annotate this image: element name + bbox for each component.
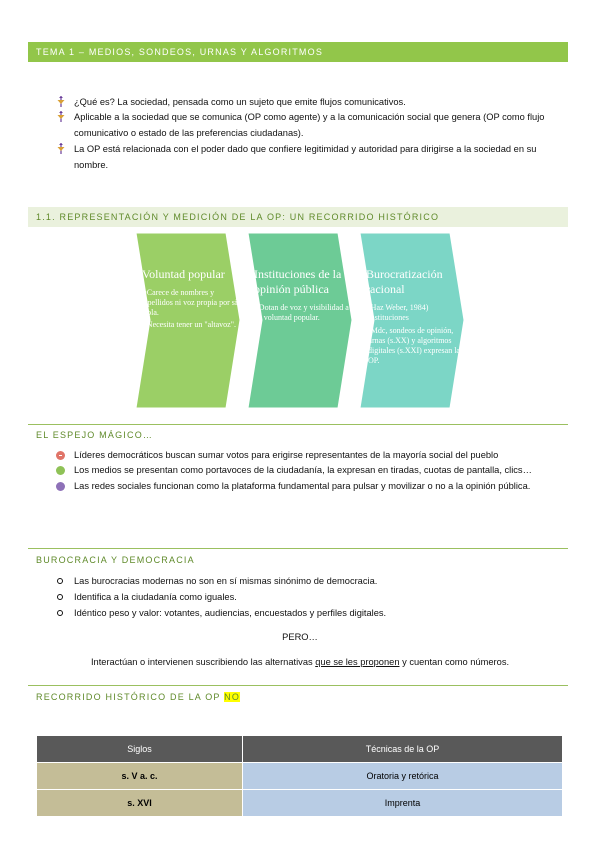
- process-step-title: Voluntad popular: [142, 267, 225, 281]
- highlighted-text: NO: [224, 692, 241, 702]
- process-step: [254, 267, 350, 323]
- process-diagram: [136, 233, 466, 408]
- section-heading: 1.1. REPRESENTACIÓN Y MEDICIÓN DE LA OP: UN RECORRIDO HISTÓRICO: [28, 207, 568, 227]
- espejo-item: Líderes democráticos buscan sumar votos para erigirse representantes de la mayoría social del pueblo: [74, 450, 499, 460]
- table-header-cell: Técnicas de la OP: [243, 736, 563, 763]
- section-heading-text: RECORRIDO HISTÓRICO DE LA OP: [36, 692, 221, 702]
- process-step-text: •Mdc, sondeos de opinión, urnas (s.XX) y algoritmos digitales (s.XXI) expresan la OP.: [368, 326, 460, 365]
- burocracia-item: Las burocracias modernas no son en sí mismas sinónimo de democracia.: [74, 576, 378, 586]
- history-table: [36, 735, 563, 817]
- pushpin-icon: [56, 110, 66, 124]
- section-heading: EL ESPEJO MÁGICO…: [36, 430, 154, 440]
- intro-item: Aplicable a la sociedad que se comunica (OP como agente) y a la comunicación social que genera (OP como flujo comunicativo o estado de las preferencias ciudadanas).: [74, 112, 545, 138]
- bullet-dot-icon: [56, 466, 65, 475]
- process-step-text: •Dotan de voz y visibilidad a la voluntad popular.: [256, 303, 349, 322]
- section-heading: BUROCRACIA Y DEMOCRACIA: [36, 555, 195, 565]
- process-step-title: Instituciones de la opinión pública: [254, 267, 342, 296]
- section-rule: [28, 685, 568, 686]
- bullet-circle-icon: [57, 594, 63, 600]
- table-cell: s. V a. c.: [37, 763, 243, 790]
- bullet-dot-icon: [56, 482, 65, 491]
- process-step: [142, 267, 238, 330]
- process-step: [366, 267, 462, 366]
- burocracia-item: Identifica a la ciudadanía como iguales.: [74, 592, 237, 602]
- espejo-item: Las redes sociales funcionan como la plataforma fundamental para pulsar y movilizar o no a la opinión pública.: [74, 481, 531, 491]
- table-cell: Oratoria y retórica: [243, 763, 563, 790]
- bullet-circle-icon: [57, 610, 63, 616]
- pushpin-icon: [56, 95, 66, 109]
- table-cell: s. XVI: [37, 790, 243, 817]
- burocracia-item: Idéntico peso y valor: votantes, audiencias, encuestados y perfiles digitales.: [74, 608, 387, 618]
- intro-item: ¿Qué es? La sociedad, pensada como un sujeto que emite flujos comunicativos.: [74, 97, 406, 107]
- section-rule: [28, 548, 568, 549]
- bullet-circle-icon: [57, 578, 63, 584]
- table-cell: Imprenta: [243, 790, 563, 817]
- closing-underlined-text: que se les proponen: [315, 657, 400, 667]
- process-step-text: •Carece de nombres y apellidos ni voz propia por sí sola.: [144, 288, 238, 317]
- intro-item: La OP está relacionada con el poder dado que confiere legitimidad y autoridad para dirigirse a la sociedad en su nombre.: [74, 144, 537, 170]
- table-header-row: [37, 736, 563, 763]
- section-rule: [28, 424, 568, 425]
- process-step-text: (Haz Weber, 1984) Instituciones: [368, 303, 429, 322]
- pushpin-icon: [56, 142, 66, 156]
- section-heading: [36, 692, 240, 702]
- closing-paragraph: [0, 657, 600, 667]
- table-header-cell: Siglos: [37, 736, 243, 763]
- closing-text: Interactúan o intervienen suscribiendo las alternativas: [90, 657, 316, 667]
- espejo-item: Los medios se presentan como portavoces de la ciudadanía, la expresan en tiradas, cuotas de pantalla, clics…: [74, 465, 532, 475]
- closing-text: y cuentan como números.: [399, 657, 510, 667]
- process-step-title: Burocratización racional: [366, 267, 443, 296]
- document-title: TEMA 1 – MEDIOS, SONDEOS, URNAS Y ALGORITMOS: [28, 42, 568, 62]
- table-row: [37, 763, 563, 790]
- bullet-dot-icon: [56, 451, 65, 460]
- process-step-text: •Necesita tener un "altavoz".: [144, 320, 236, 329]
- pero-text: PERO…: [282, 632, 318, 642]
- table-row: [37, 790, 563, 817]
